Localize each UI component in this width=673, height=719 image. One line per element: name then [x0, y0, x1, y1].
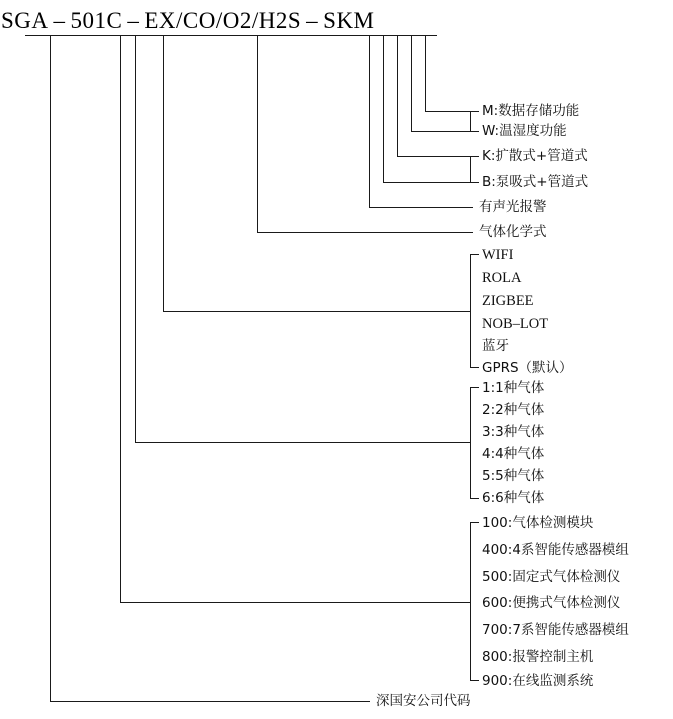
bracket-sampling	[470, 156, 471, 182]
label-series-800: 800:报警控制主机	[482, 649, 594, 665]
drop-line-k	[397, 35, 398, 156]
label-gas-count-2: 2:2种气体	[482, 402, 545, 418]
label-series-700: 700:7系智能传感器模组	[482, 622, 629, 638]
label-company: 深国安公司代码	[376, 693, 471, 709]
connector-comm	[163, 311, 471, 312]
label-comm-rola: ROLA	[482, 270, 522, 286]
bracket-comm	[470, 254, 471, 367]
model-code-text	[0, 4, 440, 38]
label-comm-bluetooth: 蓝牙	[482, 338, 509, 354]
connector-series	[120, 602, 471, 603]
label-sampling-b: B:泵吸式+管道式	[482, 174, 589, 190]
bracket-comm-tick-top	[470, 254, 479, 255]
bracket-series-tick-bottom	[470, 680, 479, 681]
code-dash-2: –	[127, 8, 140, 33]
code-segment-gases: EX/CO/O2/H2S	[144, 8, 302, 33]
drop-line-alarm	[369, 35, 370, 207]
drop-line-comm	[163, 35, 164, 311]
label-comm-zigbee: ZIGBEE	[482, 293, 534, 309]
bracket-gas-count	[470, 387, 471, 498]
connector-k	[397, 156, 471, 157]
bracket-comm-tick-bottom	[470, 367, 479, 368]
connector-m	[425, 111, 471, 112]
label-series-600: 600:便携式气体检测仪	[482, 595, 621, 611]
drop-line-company	[50, 35, 51, 701]
label-series-500: 500:固定式气体检测仪	[482, 569, 621, 585]
label-gas-count-6: 6:6种气体	[482, 490, 545, 506]
bracket-sampling-tick-top	[470, 156, 479, 157]
label-series-100: 100:气体检测模块	[482, 515, 594, 531]
label-comm-gprs: GPRS（默认）	[482, 360, 573, 376]
code-segment-skm: SKM	[323, 8, 375, 33]
label-gas-count-3: 3:3种气体	[482, 424, 545, 440]
code-dash-1: –	[53, 8, 66, 33]
label-alarm: 有声光报警	[479, 199, 547, 215]
drop-line-gas-count	[135, 35, 136, 442]
connector-company	[50, 701, 370, 702]
label-comm-nob-lot: NOB–LOT	[482, 316, 549, 332]
code-segment-501c: 501C	[70, 8, 123, 33]
connector-w	[411, 131, 471, 132]
label-gas-count-4: 4:4种气体	[482, 446, 545, 462]
label-gas-count-5: 5:5种气体	[482, 468, 545, 484]
label-storage-m: M:数据存储功能	[482, 103, 580, 119]
drop-line-m	[425, 35, 426, 111]
bracket-storage-tick-top	[470, 111, 479, 112]
bracket-storage	[470, 111, 471, 131]
code-segment-sga: SGA	[1, 8, 49, 33]
bracket-sampling-tick-bottom	[470, 182, 479, 183]
bracket-gas-count-tick-bottom	[470, 498, 479, 499]
label-series-900: 900:在线监测系统	[482, 673, 594, 689]
drop-line-series	[120, 35, 121, 602]
bracket-series-tick-top	[470, 522, 479, 523]
label-storage-w: W:温湿度功能	[482, 123, 567, 139]
connector-b	[383, 182, 471, 183]
drop-line-gas-chem	[257, 35, 258, 232]
bracket-gas-count-tick-top	[470, 387, 479, 388]
label-comm-wifi: WIFI	[482, 247, 514, 263]
code-underline	[25, 35, 437, 36]
connector-gas-count	[135, 442, 471, 443]
connector-gas-chem	[257, 232, 473, 233]
drop-line-b	[383, 35, 384, 182]
label-series-400: 400:4系智能传感器模组	[482, 542, 629, 558]
bracket-storage-tick-bottom	[470, 131, 479, 132]
code-dash-3: –	[306, 8, 319, 33]
drop-line-w	[411, 35, 412, 131]
connector-alarm	[369, 207, 473, 208]
label-gas-chem: 气体化学式	[479, 224, 547, 240]
bracket-series	[470, 522, 471, 680]
label-sampling-k: K:扩散式+管道式	[482, 148, 588, 164]
label-gas-count-1: 1:1种气体	[482, 380, 545, 396]
